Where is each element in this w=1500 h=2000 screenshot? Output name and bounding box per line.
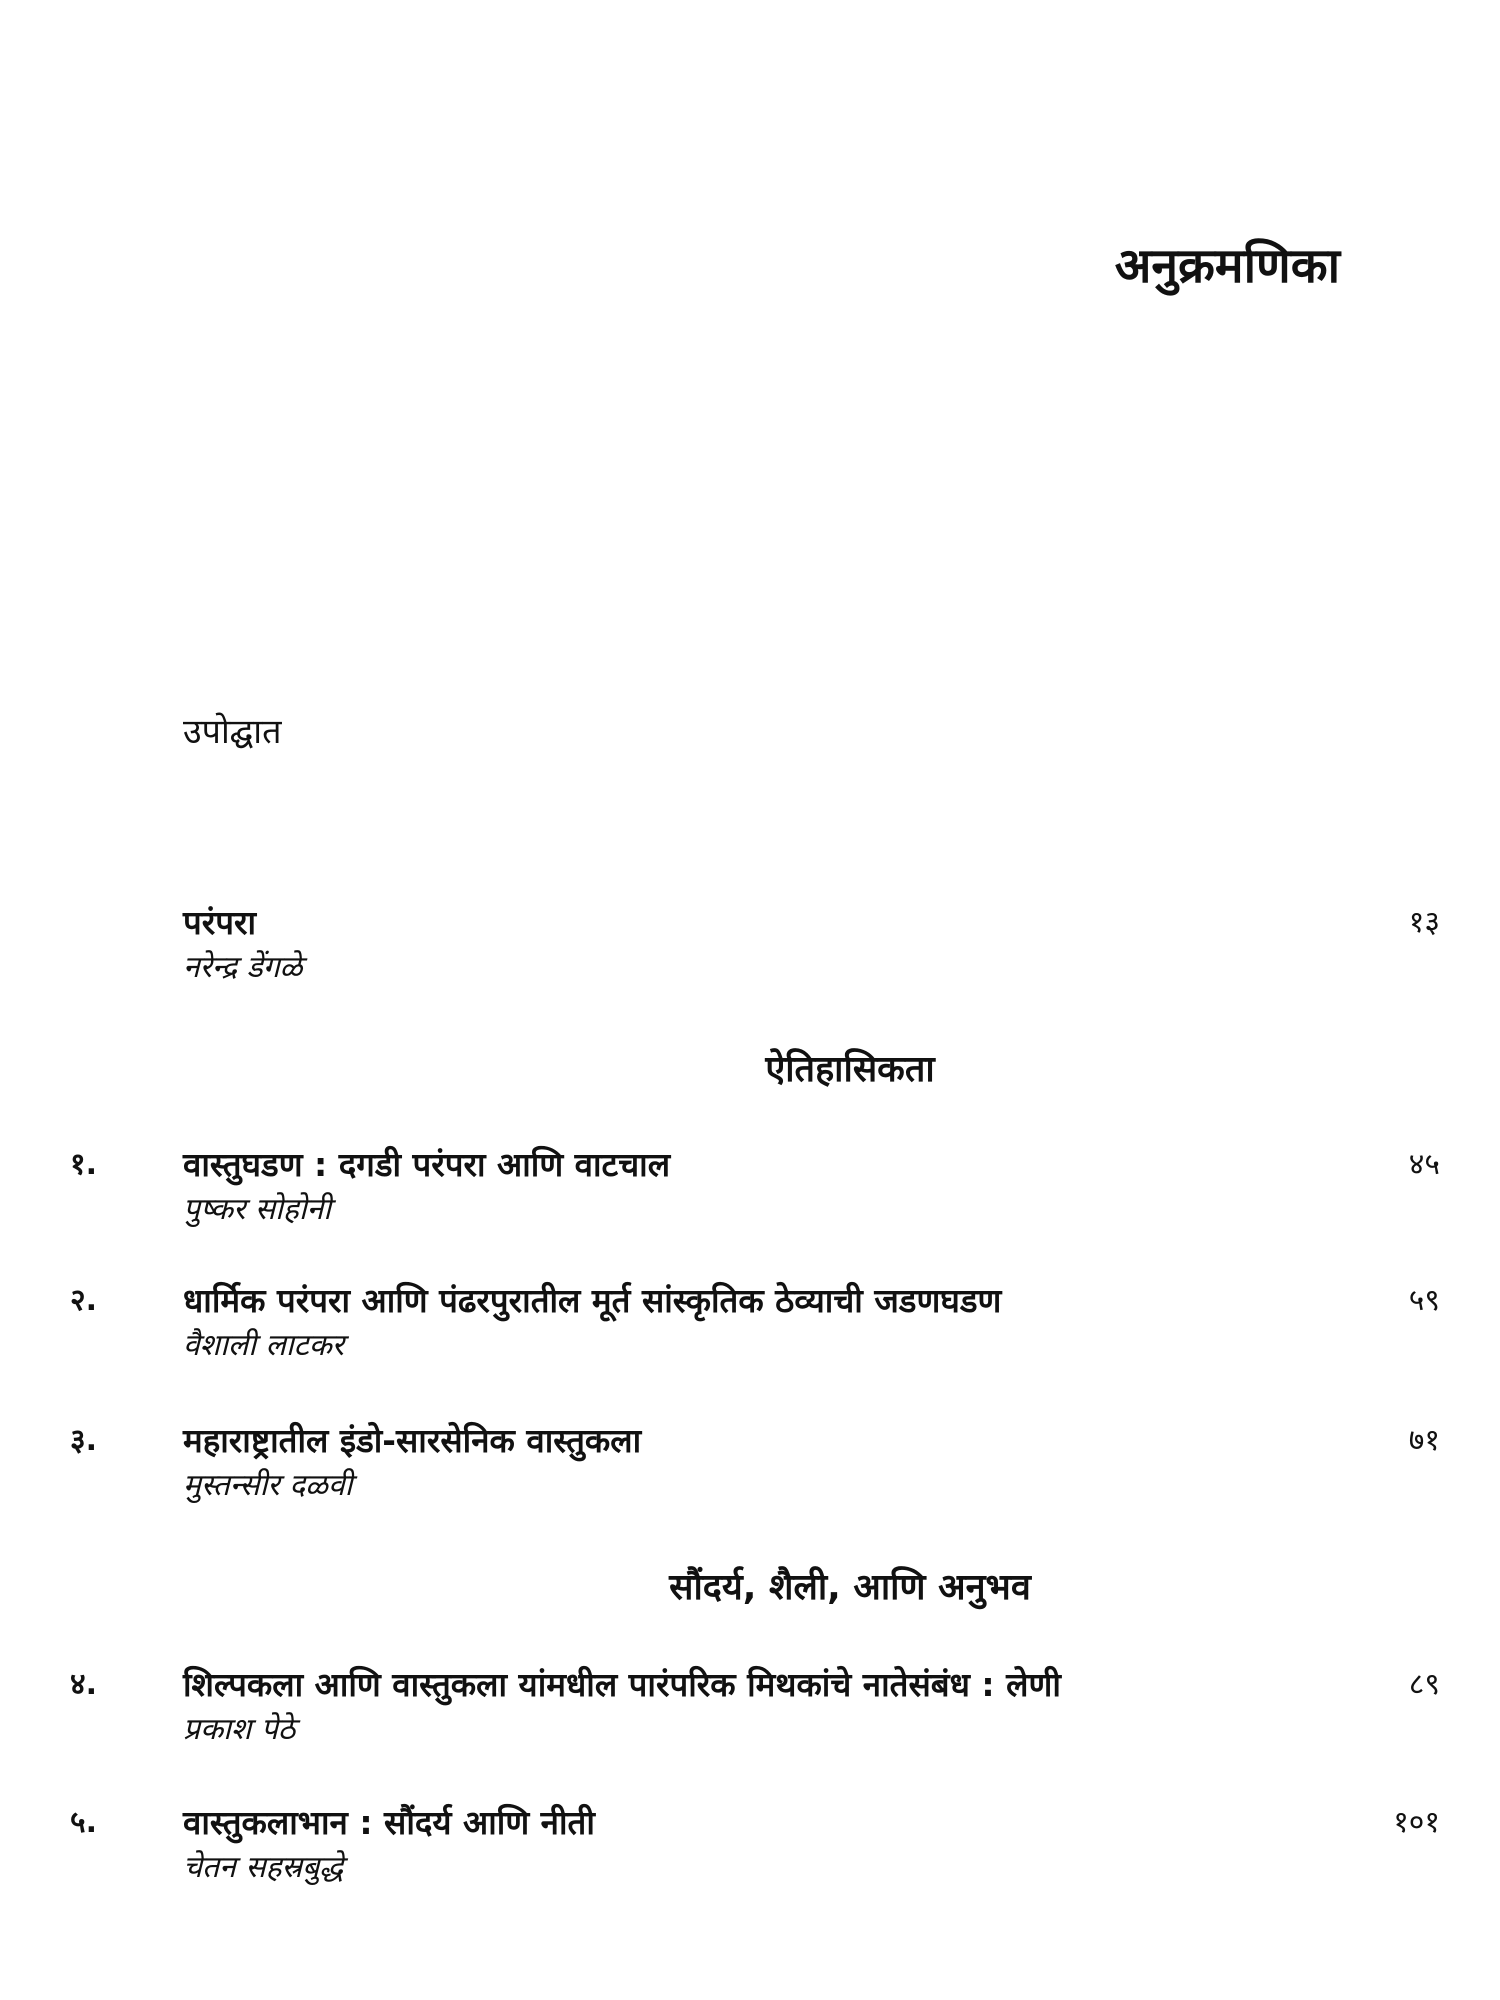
- entry-page-number: ४५: [1408, 1147, 1440, 1182]
- intro-page-number: १३: [1408, 905, 1440, 940]
- entry-page-number: ७१: [1408, 1423, 1440, 1458]
- entry-number: २.: [70, 1283, 97, 1318]
- section-heading-aesthetics: सौंदर्य, शैली, आणि अनुभव: [669, 1567, 1031, 1608]
- entry-title: महाराष्ट्रातील इंडो-सारसेनिक वास्तुकला: [183, 1421, 642, 1460]
- entry-title: शिल्पकला आणि वास्तुकला यांमधील पारंपरिक मिथकांचे नातेसंबंध : लेणी: [183, 1665, 1061, 1704]
- intro-entry: [0, 900, 1500, 1010]
- preface-entry: उपोद्घात: [183, 712, 282, 752]
- page-title: अनुक्रमणिका: [1114, 238, 1340, 294]
- toc-entry-4: [0, 1662, 1500, 1772]
- entry-author: चेतन सहस्रबुद्धे: [183, 1850, 344, 1885]
- entry-author: प्रकाश पेठे: [183, 1712, 296, 1747]
- section-heading-historicity: ऐतिहासिकता: [765, 1049, 935, 1090]
- entry-page-number: १०१: [1393, 1805, 1440, 1840]
- entry-page-number: ८९: [1408, 1667, 1440, 1702]
- entry-number: १.: [70, 1147, 97, 1182]
- toc-entry-1: [0, 1142, 1500, 1252]
- toc-entry-5: [0, 1800, 1500, 1910]
- entry-title: धार्मिक परंपरा आणि पंढरपुरातील मूर्त सांस्कृतिक ठेव्याची जडणघडण: [183, 1281, 1002, 1320]
- entry-number: ४.: [70, 1667, 97, 1702]
- entry-title: वास्तुकलाभान : सौंदर्य आणि नीती: [183, 1803, 595, 1842]
- toc-entry-3: [0, 1418, 1500, 1528]
- entry-page-number: ५९: [1408, 1283, 1440, 1318]
- toc-entry-2: [0, 1278, 1500, 1388]
- entry-title: वास्तुघडण : दगडी परंपरा आणि वाटचाल: [183, 1145, 671, 1184]
- entry-author: मुस्तन्सीर दळवी: [183, 1468, 353, 1503]
- entry-author: पुष्कर सोहोनी: [183, 1192, 332, 1227]
- intro-title: परंपरा: [183, 903, 257, 942]
- entry-author: वैशाली लाटकर: [183, 1328, 345, 1363]
- intro-author: नरेन्द्र डेंगळे: [183, 950, 303, 985]
- entry-number: ३.: [70, 1423, 97, 1458]
- entry-number: ५.: [70, 1805, 97, 1840]
